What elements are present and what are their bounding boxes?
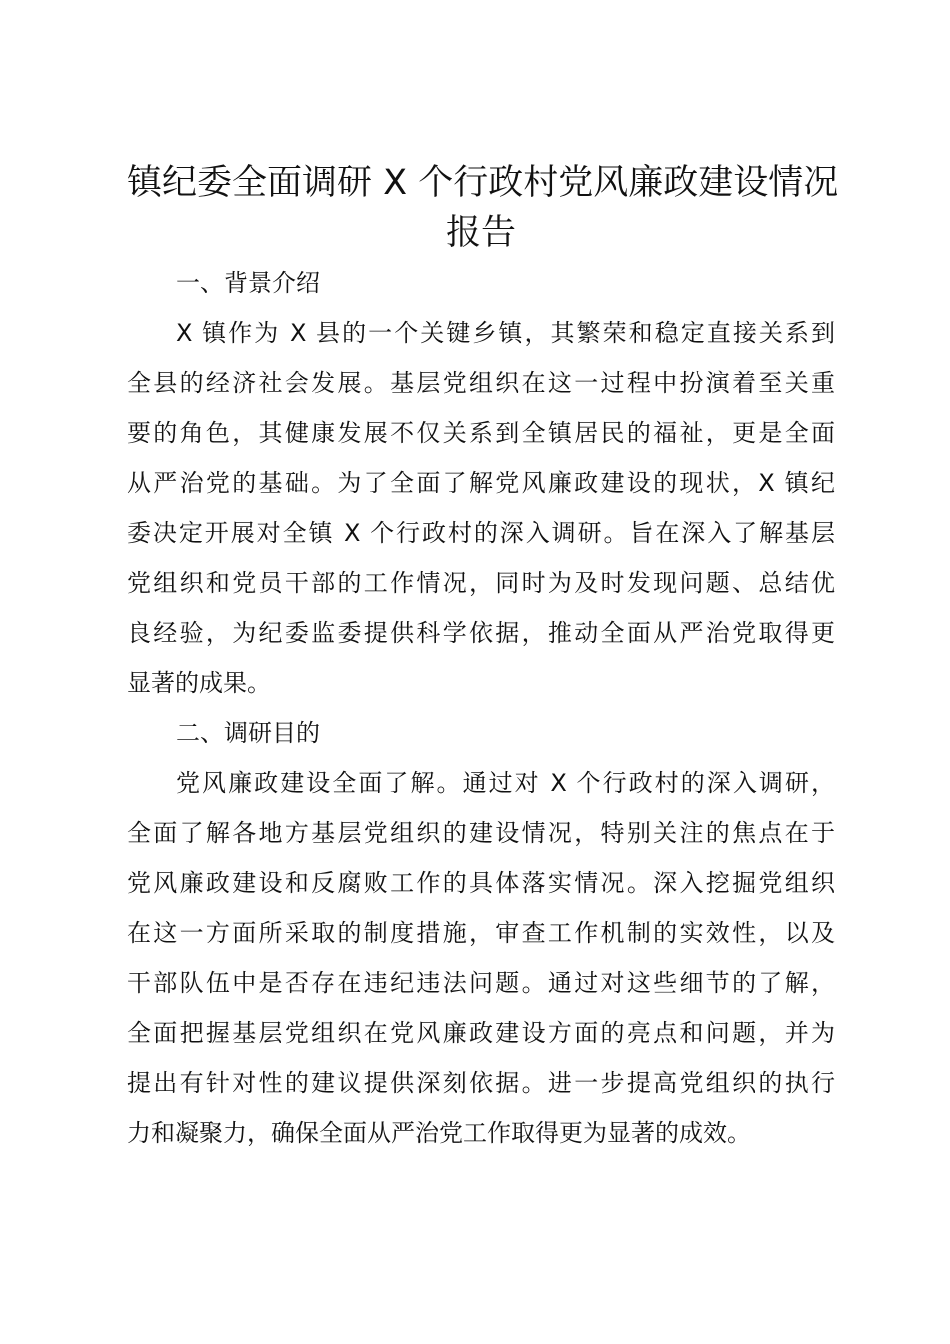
section-heading: 一、背景介绍 (176, 269, 320, 297)
paragraph-line: 委决定开展对全镇 X 个行政村的深入调研。旨在深入了解基层 (127, 519, 835, 547)
section-background (127, 258, 835, 708)
paragraph-line: 党组织和党员干部的工作情况，同时为及时发现问题、总结优 (127, 569, 835, 597)
document-title (127, 158, 839, 258)
title-line-1: 镇纪委全面调研 X 个行政村党风廉政建设情况 (127, 163, 839, 203)
paragraph-line: 从严治党的基础。为了全面了解党风廉政建设的现状，X 镇纪 (127, 469, 835, 497)
paragraph (127, 758, 835, 1158)
title-line-2: 报告 (445, 213, 516, 253)
paragraph-line: 全面把握基层党组织在党风廉政建设方面的亮点和问题，并为 (127, 1019, 835, 1047)
paragraph-line: 显著的成果。 (127, 669, 271, 697)
paragraph (127, 308, 835, 708)
paragraph-line: 力和凝聚力，确保全面从严治党工作取得更为显著的成效。 (127, 1119, 751, 1147)
paragraph-line: 要的角色，其健康发展不仅关系到全镇居民的福祉，更是全面 (127, 419, 835, 447)
paragraph-line: 干部队伍中是否存在违纪违法问题。通过对这些细节的了解， (127, 969, 835, 997)
paragraph-line: 在这一方面所采取的制度措施，审查工作机制的实效性，以及 (127, 919, 835, 947)
section-heading: 二、调研目的 (176, 719, 320, 747)
paragraph-line: 良经验，为纪委监委提供科学依据，推动全面从严治党取得更 (127, 619, 835, 647)
document-body (127, 158, 839, 1158)
paragraph-line: 党风廉政建设全面了解。通过对 X 个行政村的深入调研， (176, 769, 835, 797)
paragraph-line: 党风廉政建设和反腐败工作的具体落实情况。深入挖掘党组织 (127, 869, 835, 897)
paragraph-line: X 镇作为 X 县的一个关键乡镇，其繁荣和稳定直接关系到 (176, 319, 835, 347)
section-purpose (127, 708, 835, 1158)
paragraph-line: 全面了解各地方基层党组织的建设情况，特别关注的焦点在于 (127, 819, 835, 847)
paragraph-line: 提出有针对性的建议提供深刻依据。进一步提高党组织的执行 (127, 1069, 835, 1097)
paragraph-line: 全县的经济社会发展。基层党组织在这一过程中扮演着至关重 (127, 369, 835, 397)
